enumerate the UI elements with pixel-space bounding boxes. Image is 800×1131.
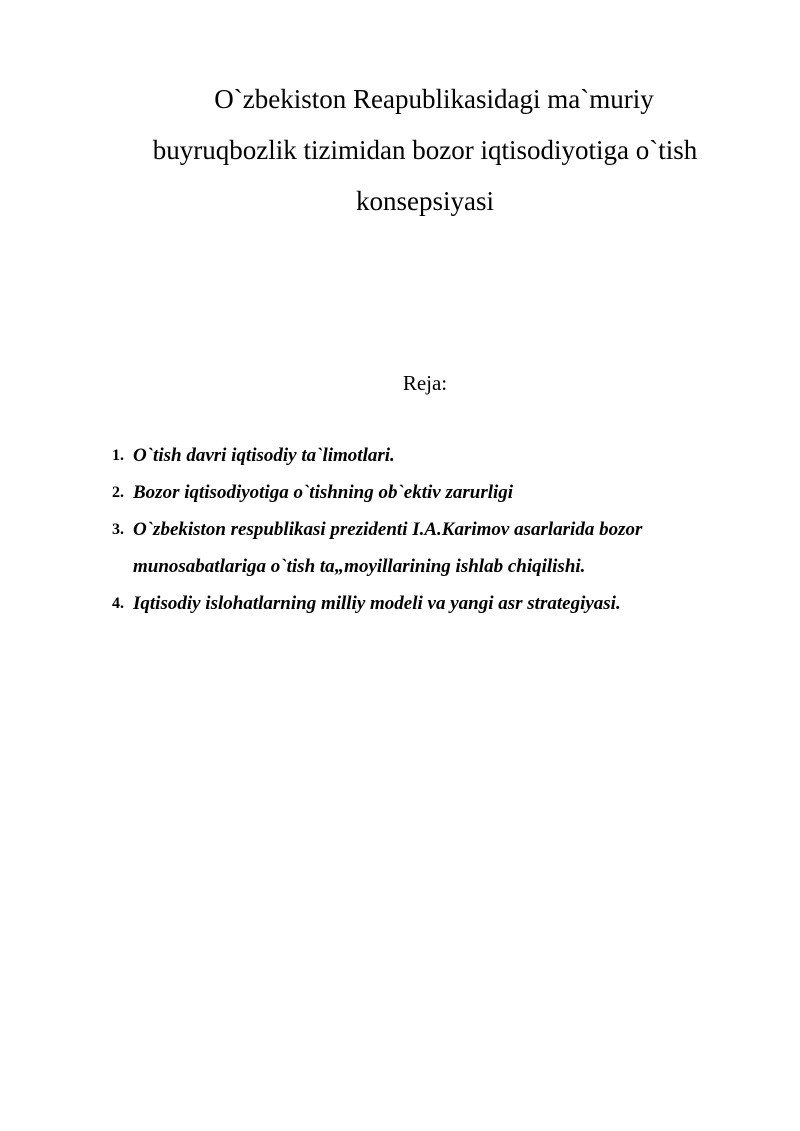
plan-item-number: 2. xyxy=(112,484,124,501)
plan-item-text: O`zbekiston respublikasi prezidenti I.A.Karimov asarlarida bozor munosabatlariga o`tish ta„moyillarining ishlab chiqilishi. xyxy=(133,519,643,577)
title-line-1: O`zbekiston Reapublikasidagi ma`muriy xyxy=(214,84,654,114)
plan-item xyxy=(112,511,752,585)
plan-item xyxy=(112,585,752,622)
title-line-3: konsepsiyasi xyxy=(356,186,494,216)
plan-item-number: 3. xyxy=(112,521,124,538)
plan-item-number: 4. xyxy=(112,595,124,612)
document-title xyxy=(110,74,740,227)
plan-item-text: Iqtisodiy islohatlarning milliy modeli va yangi asr strategiyasi. xyxy=(133,593,621,614)
plan-item-number: 1. xyxy=(112,447,124,464)
title-line-2: buyruqbozlik tizimidan bozor iqtisodiyotiga o`tish xyxy=(152,135,698,165)
plan-item xyxy=(112,437,752,474)
plan-list xyxy=(112,437,752,622)
plan-item xyxy=(112,474,752,511)
plan-item-text: Bozor iqtisodiyotiga o`tishning ob`ektiv zarurligi xyxy=(133,482,514,503)
plan-heading: Reja: xyxy=(402,371,448,395)
plan-item-text: O`tish davri iqtisodiy ta`limotlari. xyxy=(133,445,395,466)
